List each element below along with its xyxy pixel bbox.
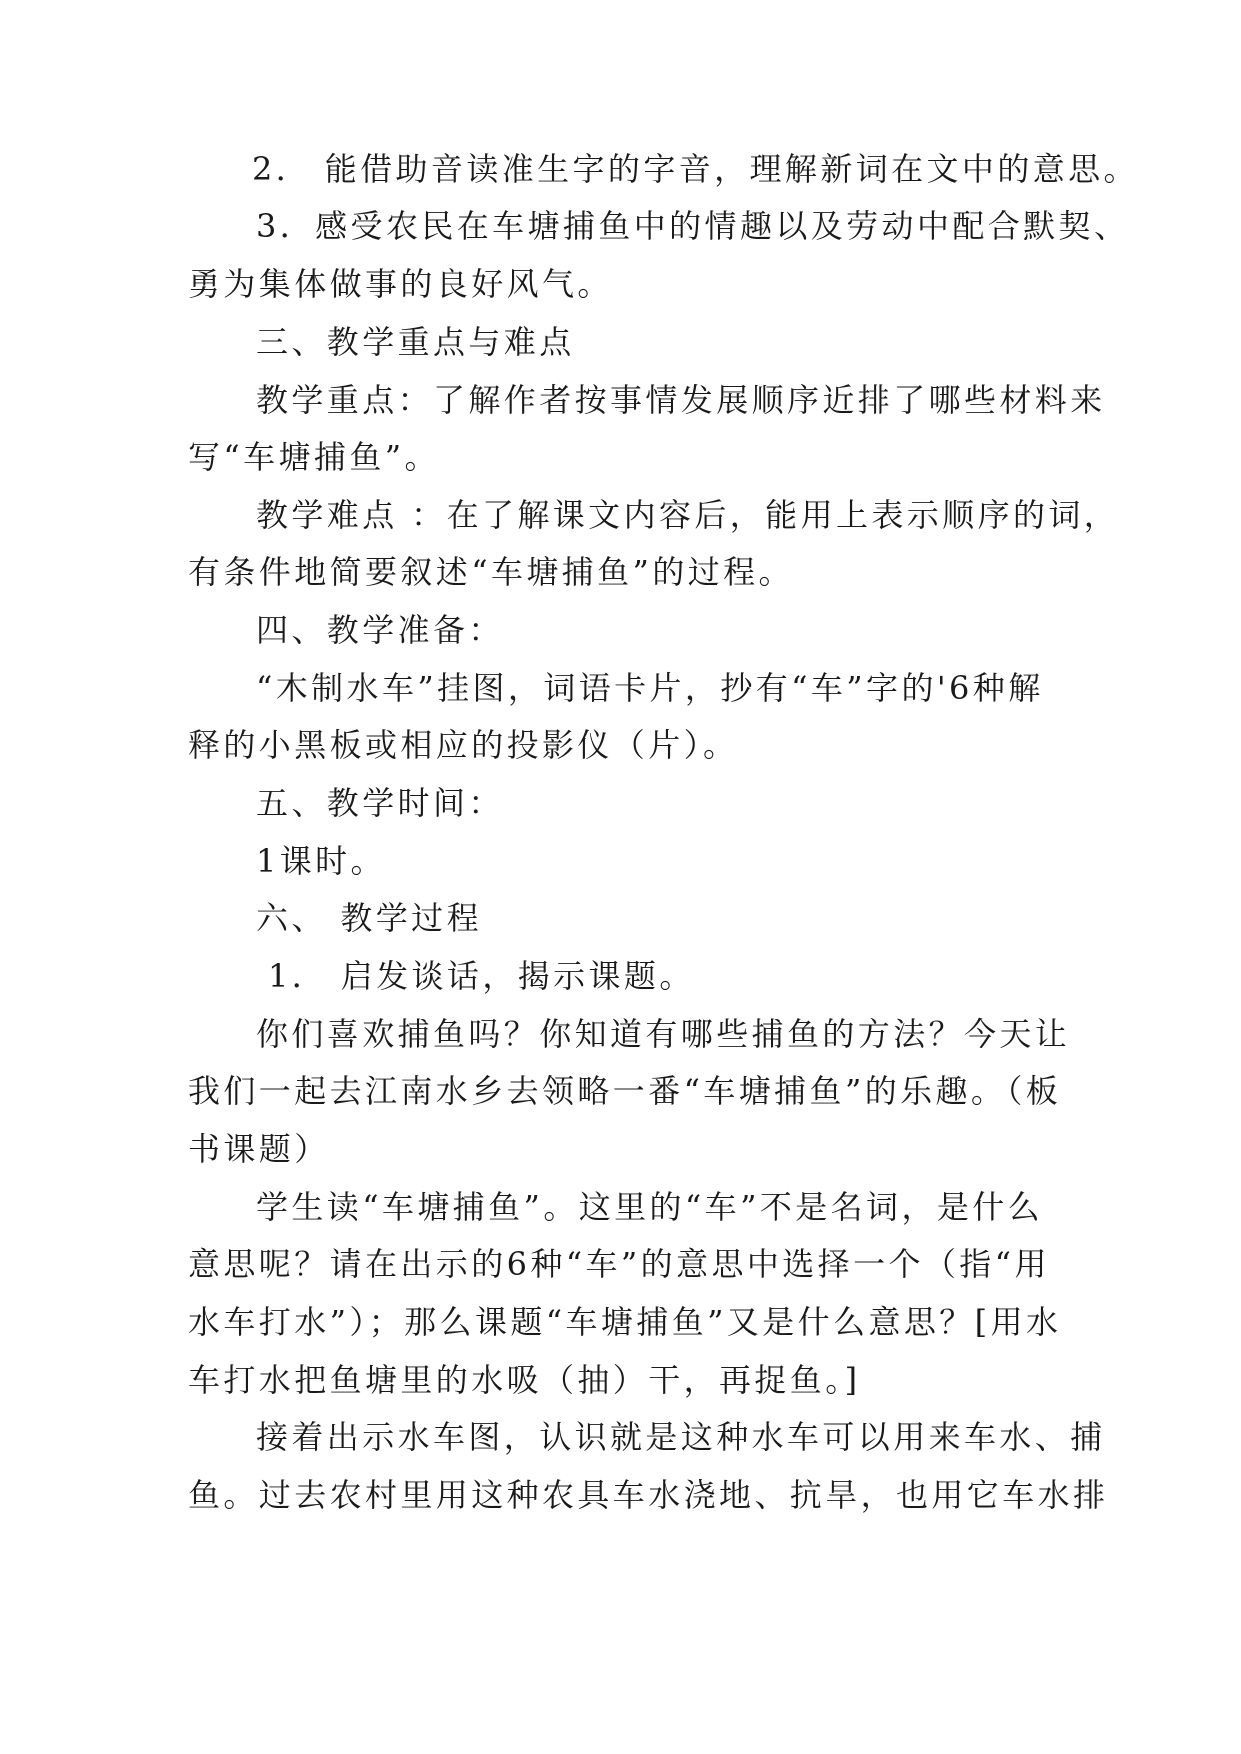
text-line: 学生读“车塘捕鱼”。这里的“车”不是名词，是什么 — [256, 1188, 1044, 1226]
section-heading: 六、 教学过程 — [256, 899, 482, 937]
text-line: 我们一起去江南水乡去领略一番“车塘捕鱼”的乐趣。（板 — [188, 1072, 1062, 1110]
text-line: 教学重点：了解作者按事情发展顺序近排了哪些材料来 — [256, 381, 1106, 419]
section-heading: 四、教学准备： — [256, 611, 504, 649]
text-line: 接着出示水车图，认识就是这种水车可以用来车水、捕 — [256, 1418, 1106, 1456]
text-line: 2． 能借助音读准生字的字音，理解新词在文中的意思。 — [252, 150, 1139, 188]
text-line: “木制水车”挂图，词语卡片，抄有“车”字的'6种解 — [256, 669, 1044, 707]
text-line: 水车打水”）；那么课题“车塘捕鱼”又是什么意思？[用水 — [188, 1303, 1062, 1341]
text-line: 你们喜欢捕鱼吗？你知道有哪些捕鱼的方法？今天让 — [256, 1015, 1071, 1053]
text-line: 教学难点 ：在了解课文内容后，能用上表示顺序的词， — [256, 496, 1120, 534]
section-heading: 五、教学时间： — [256, 784, 504, 822]
text-line: 3．感受农民在车塘捕鱼中的情趣以及劳动中配合默契、 — [256, 207, 1130, 245]
text-line: 意思呢？请在出示的6种“车”的意思中选择一个（指“用 — [188, 1245, 1050, 1283]
text-line: 1课时。 — [256, 842, 386, 880]
text-line: 车打水把鱼塘里的水吸（抽）干，再捉鱼。] — [188, 1361, 861, 1399]
section-heading: 三、教学重点与难点 — [256, 323, 575, 361]
text-line: 勇为集体做事的良好风气。 — [188, 265, 613, 303]
text-line: 鱼。过去农村里用这种农具车水浇地、抗旱，也用它车水排 — [188, 1476, 1109, 1514]
sub-heading: 1． 启发谈话，揭示课题。 — [268, 957, 695, 995]
text-line: 释的小黑板或相应的投影仪（片）。 — [188, 726, 739, 764]
text-line: 书课题） — [188, 1130, 330, 1168]
text-line: 写“车塘捕鱼”。 — [188, 438, 440, 476]
text-line: 有条件地简要叙述“车塘捕鱼”的过程。 — [188, 553, 794, 591]
